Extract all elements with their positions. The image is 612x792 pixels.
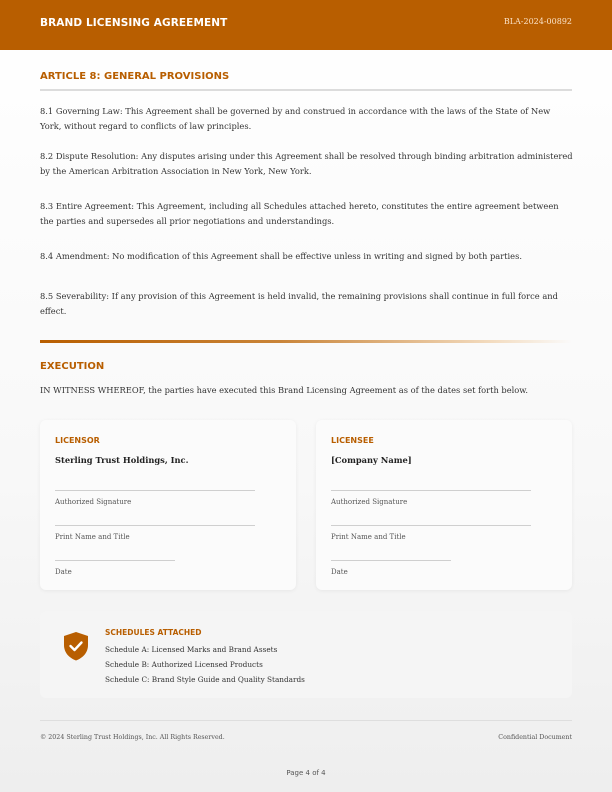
licensor-signature-line[interactable] [55, 490, 255, 491]
licensor-date-label: Date [55, 568, 72, 576]
clause-8-2: 8.2 Dispute Resolution: Any disputes arising under this Agreement shall be resolved through binding arbitration administered by the American Arbitration Association in New York, New York. [40, 151, 573, 176]
licensee-signature-label: Authorized Signature [331, 498, 408, 506]
reference-number: BLA-2024-00892 [503, 17, 572, 26]
execution-title: EXECUTION [40, 361, 105, 372]
clause-8-1: 8.1 Governing Law: This Agreement shall be governed by and construed in accordance with the laws of the State of New York, without regard to conflicts of law principles. [40, 106, 551, 131]
execution-intro: IN WITNESS WHEREOF, the parties have executed this Brand Licensing Agreement as of the dates set forth below. [40, 385, 529, 395]
document-title: BRAND LICENSING AGREEMENT [40, 17, 228, 29]
footer-copyright: © 2024 Sterling Trust Holdings, Inc. All Rights Reserved. [40, 734, 225, 741]
footer-confidential: Confidential Document [498, 734, 572, 741]
licensor-name-title-line[interactable] [55, 525, 255, 526]
licensor-label: LICENSOR [55, 436, 100, 445]
licensee-date-label: Date [331, 568, 348, 576]
licensee-label: LICENSEE [331, 436, 374, 445]
licensor-party-name: Sterling Trust Holdings, Inc. [55, 455, 189, 465]
licensee-signature-line[interactable] [331, 490, 531, 491]
section-divider [40, 340, 572, 343]
clause-8-3: 8.3 Entire Agreement: This Agreement, including all Schedules attached hereto, constitutes the entire agreement between the parties and supersedes all prior negotiations and understandings. [40, 201, 559, 226]
licensor-date-line[interactable] [55, 560, 175, 561]
licensee-signature-card [316, 420, 572, 590]
clause-8-5: 8.5 Severability: If any provision of this Agreement is held invalid, the remaining provisions shall continue in full force and effect. [40, 291, 558, 316]
schedule-item-a: Schedule A: Licensed Marks and Brand Assets [105, 645, 278, 654]
licensee-name-title-line[interactable] [331, 525, 531, 526]
clause-8-4: 8.4 Amendment: No modification of this Agreement shall be effective unless in writing and signed by both parties. [40, 251, 522, 261]
schedule-item-b: Schedule B: Authorized Licensed Products [105, 660, 263, 669]
shield-check-icon [62, 631, 90, 661]
schedule-item-c: Schedule C: Brand Style Guide and Quality Standards [105, 675, 305, 684]
schedules-title: SCHEDULES ATTACHED [105, 628, 202, 637]
schedules-box [40, 611, 572, 698]
page-number: Page 4 of 4 [286, 769, 326, 777]
licensor-signature-label: Authorized Signature [55, 498, 132, 506]
licensee-party-name: [Company Name] [331, 455, 412, 465]
licensor-name-title-label: Print Name and Title [55, 533, 130, 541]
article-title: ARTICLE 8: GENERAL PROVISIONS [40, 71, 230, 82]
licensee-date-line[interactable] [331, 560, 451, 561]
licensor-signature-card [40, 420, 296, 590]
article-divider [40, 89, 572, 91]
header-bar [0, 0, 612, 50]
licensee-name-title-label: Print Name and Title [331, 533, 406, 541]
footer-divider [40, 720, 572, 721]
